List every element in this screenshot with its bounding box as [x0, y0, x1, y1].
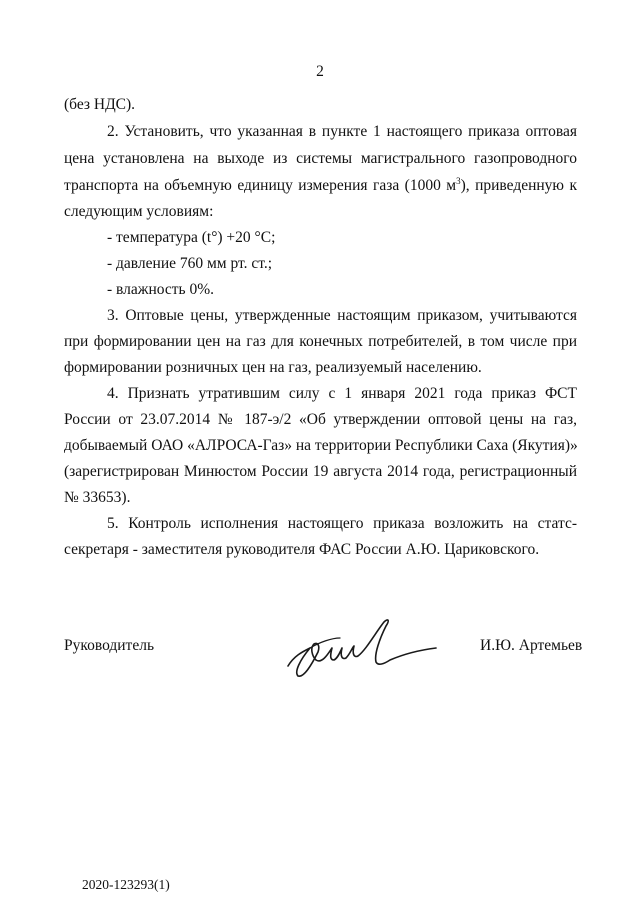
- text-fragment: транспорта на объемную единицу измерения газа (1000 м: [64, 177, 457, 194]
- text-line: 2. Установить, что указанная в пункте 1 настоящего приказа оптовая: [107, 123, 577, 140]
- text-line: формировании розничных цен на газ, реализуемый населению.: [64, 359, 482, 376]
- text-line: [64, 176, 577, 196]
- text-fragment: ), приведенную к: [460, 177, 578, 194]
- handwritten-signature: [280, 608, 440, 688]
- text-line: (зарегистрирован Минюстом России 19 августа 2014 года, регистрационный: [64, 463, 577, 480]
- signatory-name: И.Ю. Артемьев: [480, 637, 583, 654]
- text-line: 5. Контроль исполнения настоящего приказа возложить на статс-: [107, 515, 577, 532]
- text-line: следующим условиям:: [64, 203, 214, 220]
- text-line: секретаря - заместителя руководителя ФАС России А.Ю. Цариковского.: [64, 541, 540, 558]
- text-line: - давление 760 мм рт. ст.;: [107, 255, 273, 272]
- superscript: 3: [456, 176, 461, 186]
- text-line: России от 23.07.2014 № 187-э/2 «Об утверждении оптовой цены на газ,: [64, 411, 577, 428]
- text-line: - температура (t°) +20 °С;: [107, 229, 276, 246]
- signatory-role: Руководитель: [64, 637, 155, 654]
- text-line: - влажность 0%.: [107, 281, 215, 298]
- text-line: цена установлена на выходе из системы магистрального газопроводного: [64, 150, 577, 167]
- document-id: 2020-123293(1): [82, 877, 170, 892]
- text-line: (без НДС).: [64, 96, 136, 113]
- page-number: 2: [316, 63, 324, 80]
- text-line: № 33653).: [64, 489, 131, 506]
- text-line: 3. Оптовые цены, утвержденные настоящим приказом, учитываются: [107, 307, 577, 324]
- text-line: при формировании цен на газ для конечных потребителей, в том числе при: [64, 333, 577, 350]
- text-line: 4. Признать утратившим силу с 1 января 2021 года приказ ФСТ: [107, 385, 577, 402]
- text-line: добываемый ОАО «АЛРОСА-Газ» на территории Республики Саха (Якутия)»: [64, 437, 578, 454]
